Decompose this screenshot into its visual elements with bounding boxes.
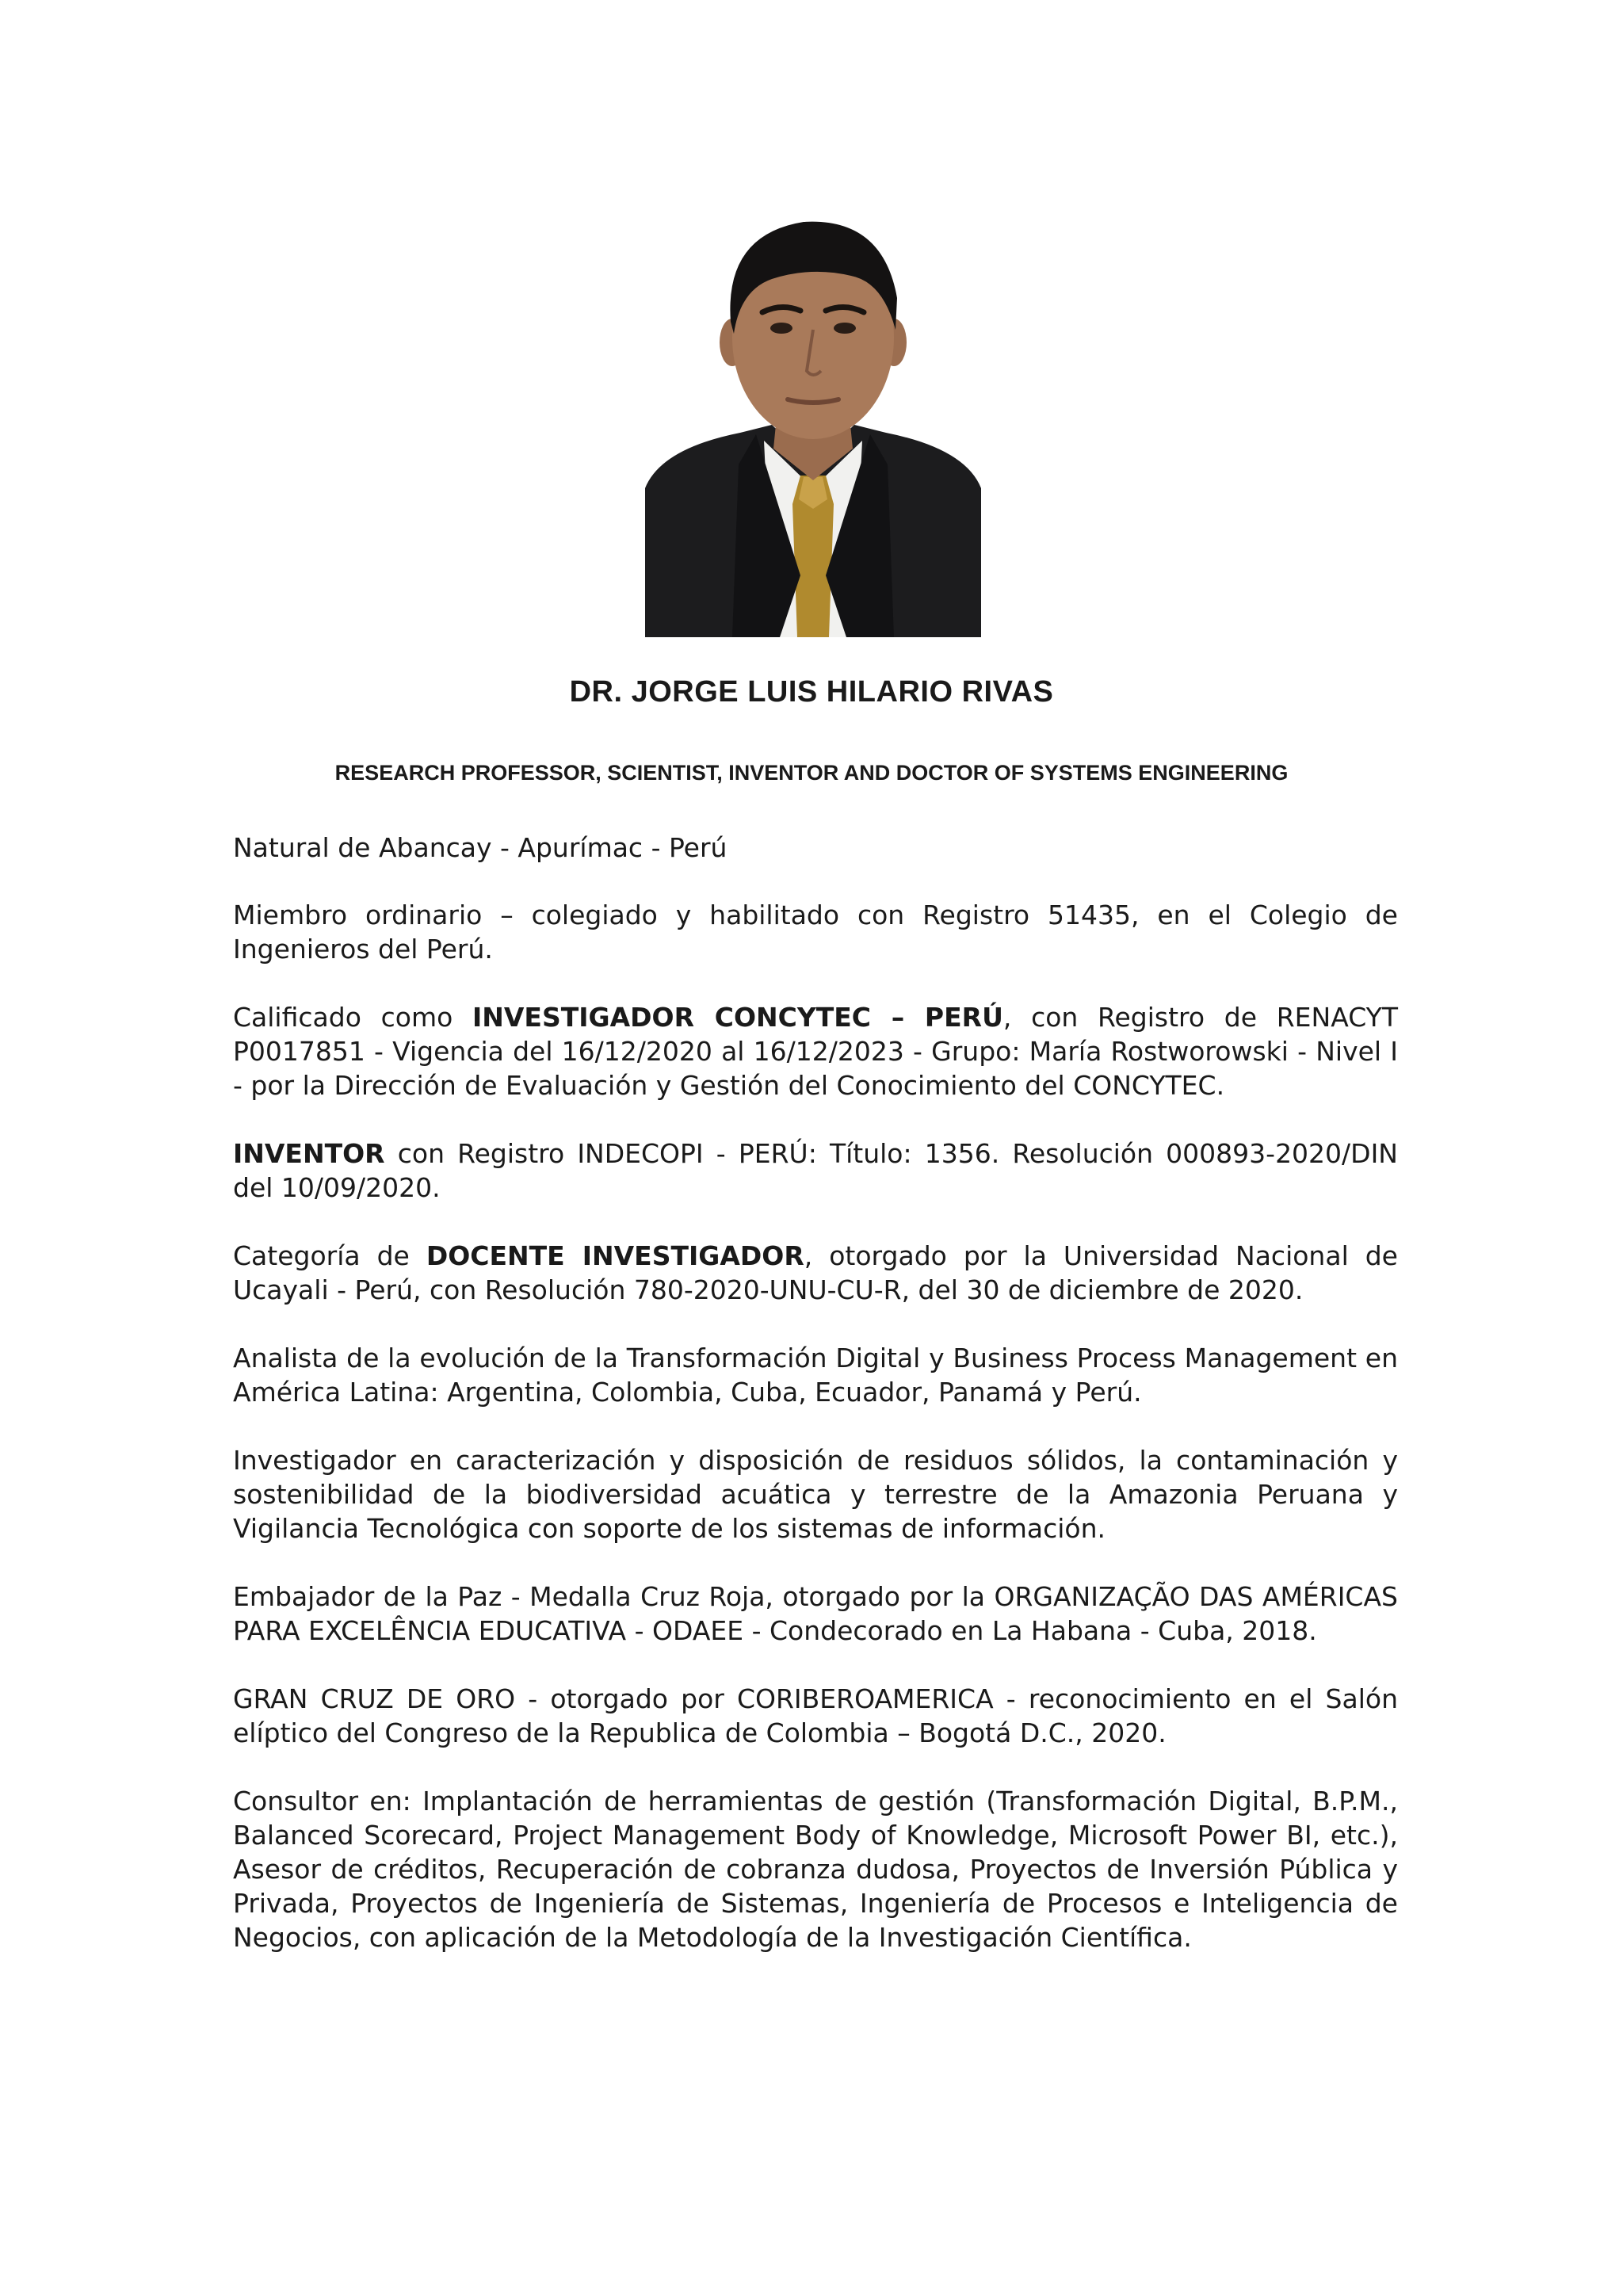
page-title: DR. JORGE LUIS HILARIO RIVAS: [569, 675, 1054, 709]
teacher-title: DOCENTE INVESTIGADOR: [426, 1240, 804, 1271]
member-paragraph: Miembro ordinario – colegiado y habilitado con Registro 51435, en el Colegio de Ingenieros del Perú.: [233, 900, 1398, 965]
ambassador-paragraph: Embajador de la Paz - Medalla Cruz Roja, otorgado por la ORGANIZAÇÃO DAS AMÉRICAS PARA EXCELÊNCIA EDUCATIVA - ODAEE - Condecorado en La Habana - Cuba, 2018.: [233, 1581, 1398, 1646]
researcher-title: INVESTIGADOR CONCYTEC – PERÚ: [472, 1002, 1003, 1033]
consultant-paragraph: Consultor en: Implantación de herramientas de gestión (Transformación Digital, B.P.M., Balanced Scorecard, Project Management Body of Knowledge, Microsoft Power BI, etc.), Asesor de créditos, Recuperación de cobranza dudosa, Proyectos de Inversión Pública y Privada, Proyectos de Ingeniería de Sistemas, Ingeniería de Procesos e Inteligencia de Negocios, con aplicación de la Metodología de la Investigación Científica.: [233, 1786, 1398, 1953]
inventor-text-post: con Registro INDECOPI - PERÚ: Título: 1356. Resolución 000893-2020/DIN del 10/09/2020.: [233, 1138, 1398, 1203]
analyst-paragraph: Analista de la evolución de la Transformación Digital y Business Process Management en América Latina: Argentina, Colombia, Cuba, Ecuador, Panamá y Perú.: [233, 1343, 1398, 1408]
bio-section: [233, 831, 1398, 1988]
teacher-paragraph: [233, 1239, 1398, 1307]
researcher-text-pre: Calificado como: [233, 1002, 472, 1033]
teacher-text-post: , otorgado por la Universidad Nacional de Ucayali - Perú, con Resolución 780-2020-UNU-CU-R, del 30 de diciembre de 2020.: [233, 1240, 1398, 1305]
researcher-text-post: , con Registro de RENACYT P0017851 - Vigencia del 16/12/2020 al 16/12/2023 - Grupo: María Rostworowski - Nivel I - por la Dirección de Evaluación y Gestión del Conocimiento del CONCYTEC.: [233, 1002, 1398, 1101]
inventor-title: INVENTOR: [233, 1138, 385, 1169]
cross-paragraph: GRAN CRUZ DE ORO - otorgado por CORIBEROAMERICA - reconocimiento en el Salón elíptico del Congreso de la Republica de Colombia – Bogotá D.C., 2020.: [233, 1683, 1398, 1748]
inventor-paragraph: [233, 1137, 1398, 1205]
page-subtitle: RESEARCH PROFESSOR, SCIENTIST, INVENTOR AND DOCTOR OF SYSTEMS ENGINEERING: [334, 761, 1289, 785]
portrait-photo: [645, 203, 981, 637]
origin-paragraph: Natural de Abancay - Apurímac - Perú: [233, 832, 727, 863]
teacher-text-pre: Categoría de: [233, 1240, 426, 1271]
researcher-paragraph: [233, 1000, 1398, 1102]
investigator-paragraph: Investigador en caracterización y disposición de residuos sólidos, la contaminación y sostenibilidad de la biodiversidad acuática y terrestre de la Amazonia Peruana y Vigilancia Tecnológica con soporte de los sistemas de información.: [233, 1445, 1398, 1544]
